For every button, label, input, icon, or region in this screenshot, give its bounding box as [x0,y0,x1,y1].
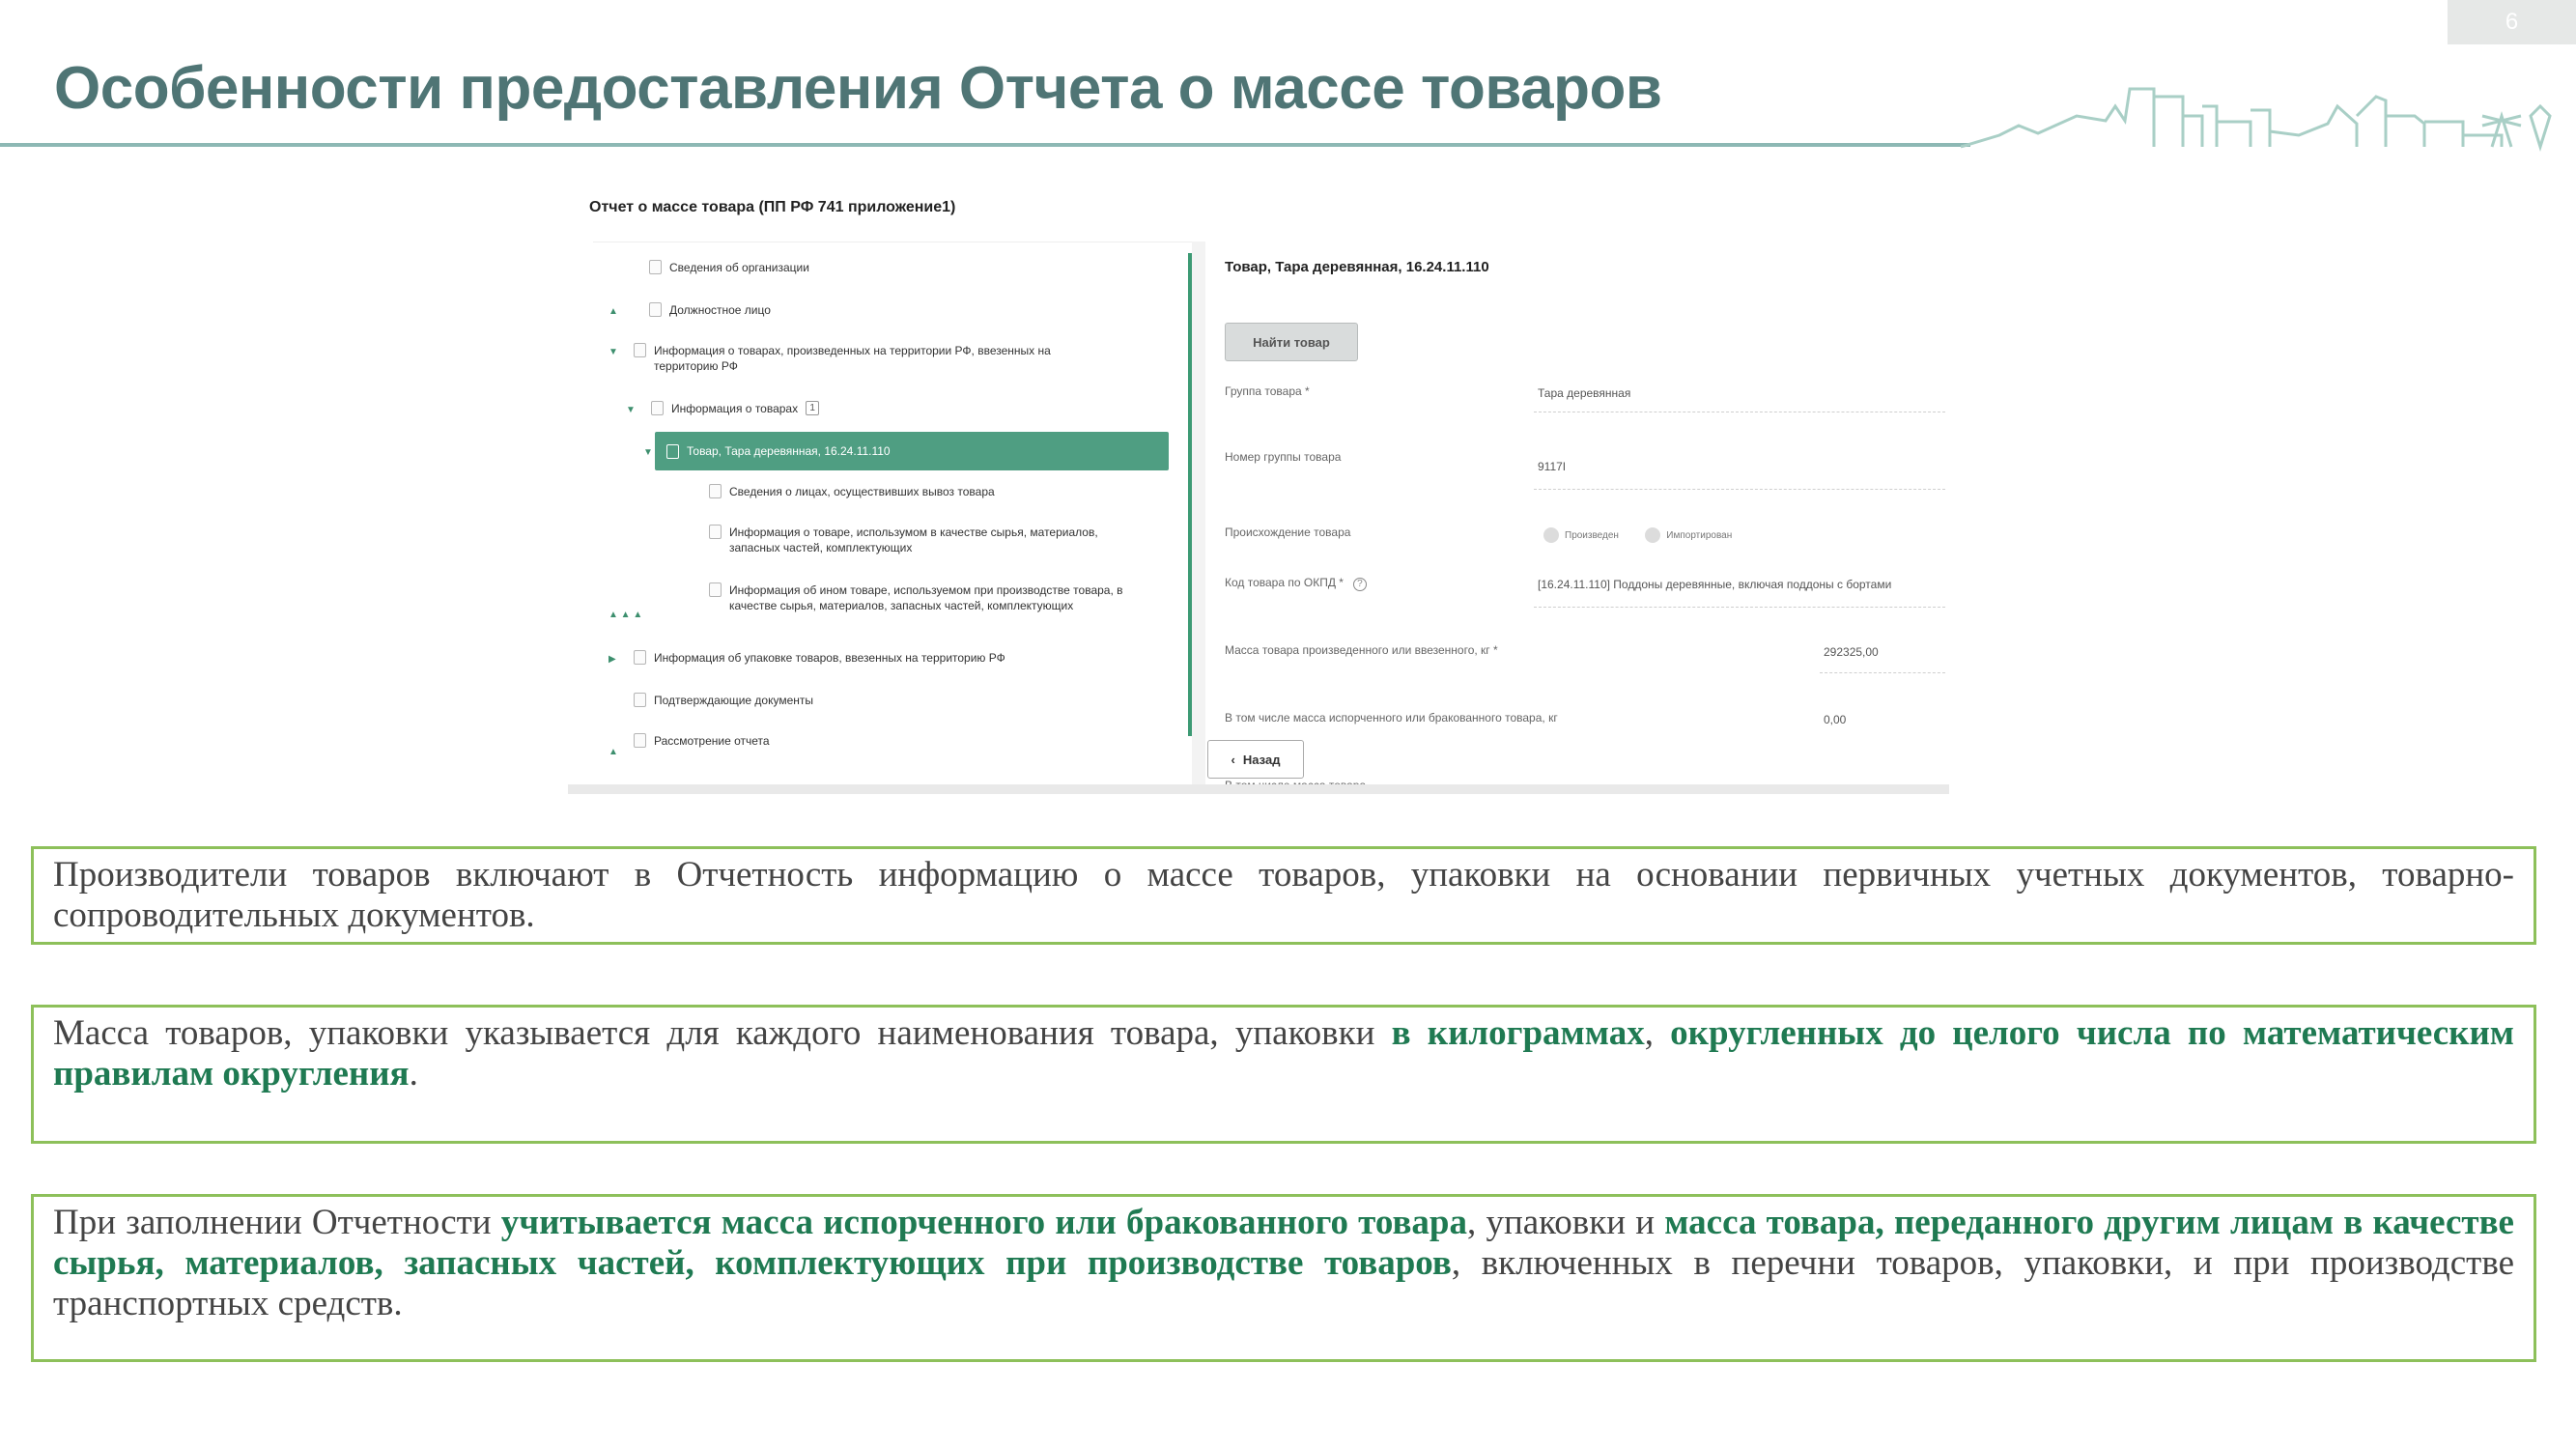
expand-arrow-icon[interactable]: ▲ [609,306,618,317]
tree-item-label: Информация о товарах, произведенных на территории РФ, ввезенных на [654,344,1051,357]
collapse-arrow-icon[interactable]: ▼ [626,405,636,415]
chevron-left-icon: ‹ [1231,752,1235,767]
tree-item-other-goods[interactable] [709,582,1123,613]
tree-item-review[interactable] [634,733,770,749]
defect-mass-field[interactable]: 0,00 [1824,713,1847,726]
tree-item-documents[interactable] [634,693,813,708]
find-product-button[interactable]: Найти товар [1225,323,1358,361]
document-icon [709,484,722,498]
tree-item-label: Должностное лицо [669,303,771,317]
tree-item-selected-product[interactable] [655,432,1169,470]
document-icon [634,693,646,707]
tree-item-label: Информация о товаре, использумом в качестве сырья, материалов, [729,526,1098,539]
info-highlight: округленных до целого числа по математическим правилам округления [53,1013,2514,1094]
tree-item-label: Рассмотрение отчета [654,734,770,748]
info-highlight: в килограммах [1391,1013,1645,1053]
tree-item-label: Подтверждающие документы [654,694,814,707]
tree-item-label-cont: территорию РФ [654,359,738,373]
page-number: 6 [2448,0,2576,44]
tree-item-label: Информация об упаковке товаров, ввезенных на территорию РФ [654,651,1005,665]
defect-mass-label: В том числе масса испорченного или бракованного товара, кг [1225,711,1558,724]
back-button[interactable] [1207,740,1304,779]
radio-label: Импортирован [1666,529,1733,541]
tree-item-goods-info[interactable] [634,343,1051,374]
info-highlight: масса товара, переданного другим лицам в качестве сырья, материалов, запасных частей, комплектующих при производстве товаров [53,1203,2514,1283]
tree-item-label: Сведения об организации [669,261,809,274]
document-icon [634,733,646,748]
group-field[interactable]: Тара деревянная [1538,386,1631,400]
back-button-label: Назад [1242,752,1281,767]
document-icon [666,444,679,459]
radio-produced[interactable] [1543,527,1619,543]
report-tree [593,242,1213,794]
expand-arrow-icon[interactable]: ▶ [609,654,616,665]
collapse-arrow-icon[interactable]: ▼ [643,447,653,458]
document-icon [651,401,664,415]
document-icon [709,582,722,597]
report-screenshot [568,184,1949,794]
help-icon[interactable]: ? [1353,578,1367,591]
info-text: , включенных в перечни товаров, упаковки, и при производстве транспортных средств. [53,1243,2514,1323]
info-box-mass-kilograms [31,1005,2536,1144]
mass-field[interactable]: 292325,00 [1824,645,1879,659]
tree-item-official[interactable] [649,302,771,318]
info-text: , [1644,1013,1671,1053]
document-icon [649,302,662,317]
origin-radio-group [1543,527,1755,546]
slide-title: Особенности предоставления Отчета о массе товаров [54,55,1662,122]
form-title: Товар, Тара деревянная, 16.24.11.110 [1225,259,1489,275]
product-form [1205,242,1949,794]
okpd-field[interactable]: [16.24.11.110] Поддоны деревянные, включая поддоны с бортами [1538,578,1892,591]
info-text: При заполнении Отчетности [53,1203,501,1242]
document-icon [649,260,662,274]
radio-dot-icon [1543,527,1559,543]
group-number-field[interactable]: 9117I [1538,460,1567,473]
radio-label: Произведен [1565,529,1619,541]
tree-item-goods[interactable] [651,401,819,416]
collapse-arrow-icon[interactable]: ▼ [609,347,618,357]
origin-label: Происхождение товара [1225,526,1351,539]
info-box-defective-goods [31,1194,2536,1362]
expand-arrow-icon[interactable]: ▲ [609,747,618,757]
count-badge: 1 [806,401,819,415]
tree-item-label: Информация о товарах [671,402,799,415]
tree-item-label-cont: запасных частей, комплектующих [729,541,913,554]
header-divider [0,143,1970,147]
panel-separator [1192,242,1205,794]
tree-item-label: Сведения о лицах, осуществивших вывоз товара [729,485,995,498]
tree-item-export-persons[interactable] [709,484,995,499]
radio-imported[interactable] [1645,527,1732,543]
tree-item-label: Товар, Тара деревянная, 16.24.11.110 [687,444,891,458]
document-icon [634,650,646,665]
tree-item-label-cont: качестве сырья, материалов, запасных частей, комплектующих [729,599,1074,612]
tree-item-label: Информация об ином товаре, используемом при производстве товара, в [729,583,1123,597]
info-highlight: учитывается масса испорченного или бракованного товара [500,1203,1467,1242]
info-text: . [409,1054,418,1094]
tree-item-organization[interactable] [649,260,809,275]
group-label: Группа товара * [1225,384,1310,398]
mass-label: Масса товара произведенного или ввезенного, кг * [1225,643,1498,657]
info-text: Производители товаров включают в Отчетность информацию о массе товаров, упаковки на основании первичных учетных документов, товарно-сопроводительных документов. [53,855,2514,935]
info-text: , упаковки и [1467,1203,1665,1242]
info-text: Масса товаров, упаковки указывается для каждого наименования товара, упаковки [53,1013,1392,1053]
info-box-primary-documents [31,846,2536,945]
city-skyline-icon [1961,77,2576,155]
report-title: Отчет о массе товара (ПП РФ 741 приложение1) [589,199,956,215]
tree-item-packaging[interactable] [634,650,1005,666]
screenshot-bottom-edge [568,784,1949,794]
collapse-all-arrow-icon[interactable]: ▲ ▲ ▲ [609,610,643,620]
document-icon [709,525,722,539]
tree-item-raw-materials[interactable] [709,525,1098,555]
group-number-label: Номер группы товара [1225,450,1342,464]
document-icon [634,343,646,357]
okpd-label: Код товара по ОКПД * ? [1225,576,1367,591]
radio-dot-icon [1645,527,1660,543]
